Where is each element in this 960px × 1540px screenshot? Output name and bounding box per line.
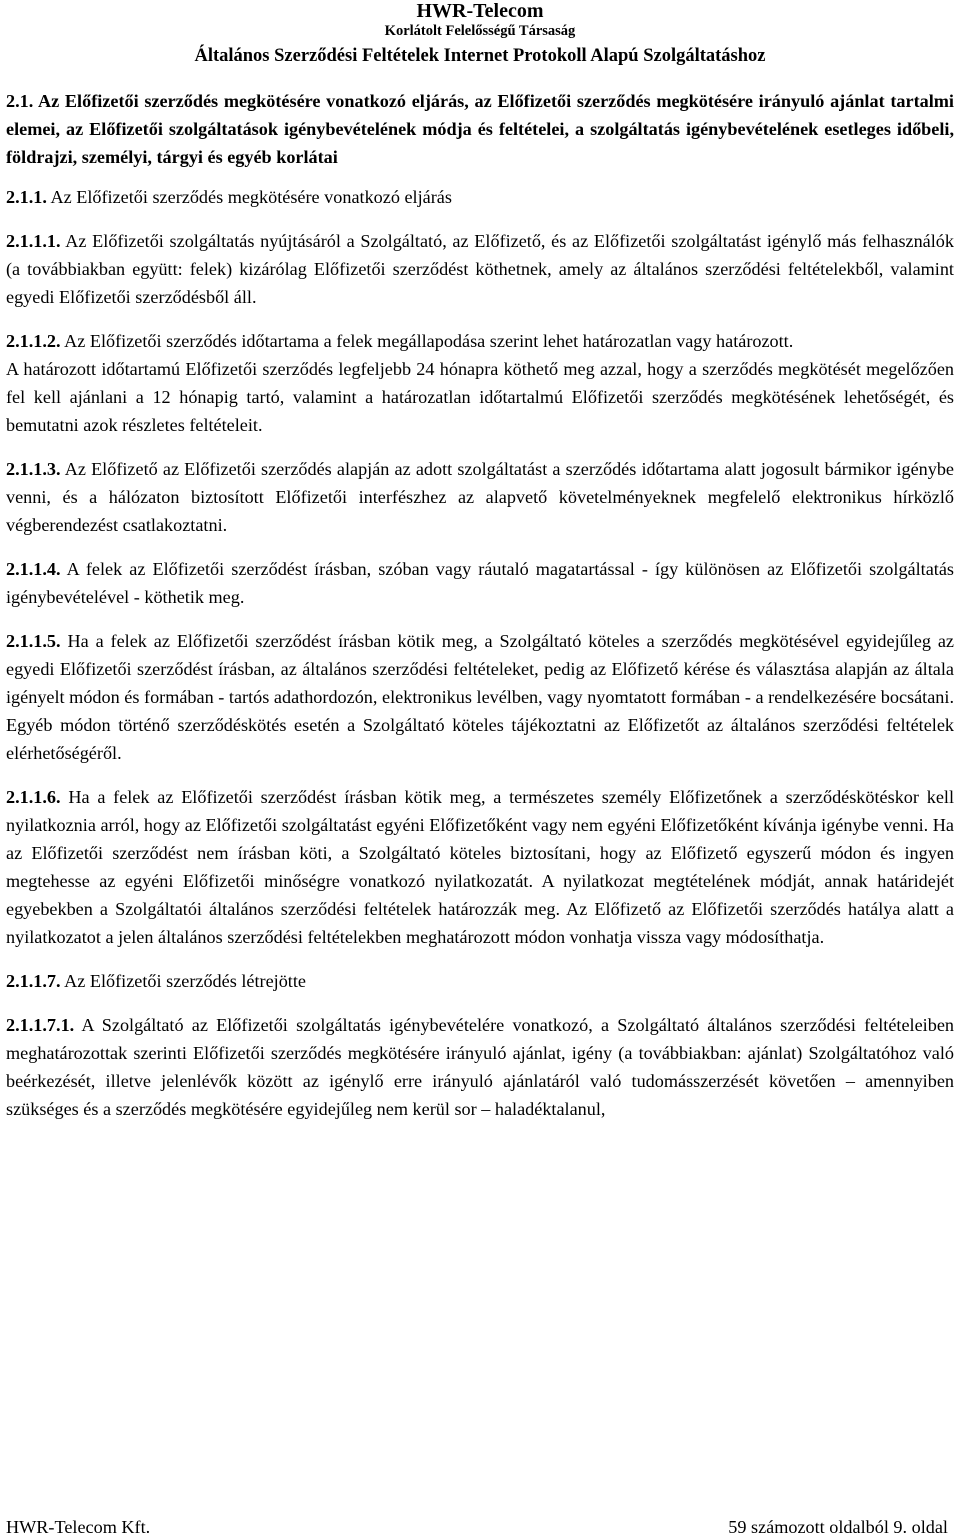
paragraph-number: 2.1.1.2. (6, 330, 61, 351)
company-type: Korlátolt Felelősségű Társaság (384, 23, 576, 39)
paragraph-2-1-1-7 (6, 967, 954, 995)
paragraph-number: 2.1.1.5. (6, 630, 61, 651)
paragraph-number: 2.1.1.7. (6, 970, 61, 991)
footer-company: HWR-Telecom Kft. (6, 1517, 151, 1537)
paragraph-number: 2.1.1.6. (6, 786, 61, 807)
paragraph-text: Ha a felek az Előfizetői szerződést írásban kötik meg, a Szolgáltató köteles a szerződés megkötésével egyidejűleg az egyedi Előfizetői szerződést írásban, az általános szerződési feltételeket, pedig az Előfizető kérése és választása alapján az általa igényelt módon és formában - tartós adathordozón, elektronikus levélben, vagy nyomtatott formában - a rendelkezésére bocsátani. Egyéb módon történő szerződéskötés esetén a Szolgáltató köteles tájékoztatni az Előfizetőt az általános szerződési feltételek elérhetőségéről. (6, 630, 954, 763)
paragraph-2-1-1-3 (6, 455, 954, 539)
document-body (6, 87, 954, 1123)
page-footer (6, 1515, 948, 1539)
paragraph-text: Ha a felek az Előfizetői szerződést írásban kötik meg, a természetes személy Előfizetőnek a szerződéskötéskor kell nyilatkoznia arról, hogy az Előfizetői szolgáltatást egyéni Előfizetőként vagy nem egyéni Előfizetőként kívánja igénybe venni. Ha az Előfizetői szerződést nem írásban köti, a Szolgáltató köteles biztosítani, hogy az Előfizető egyszerű módon és ingyen megtehesse az egyéni Előfizetői minőségre vonatkozó nyilatkozatát. A nyilatkozat megtételének módját, annak határidejét egyebekben a Szolgáltatói általános szerződési feltételek határozzák meg. Az Előfizető az Előfizetői szerződés hatálya alatt a nyilatkozatot a jelen általános szerződési feltételekben meghatározott módon vonhatja vissza vagy módosíthatja. (6, 786, 954, 947)
paragraph-text: Az Előfizető az Előfizetői szerződés alapján az adott szolgáltatást a szerződés időtartama alatt jogosult bármikor igénybe venni, és a hálózaton biztosított Előfizetői interfészhez az alapvető követelményeknek megfelelő elektronikus hírközlő végberendezést csatlakoztatni. (6, 458, 954, 535)
document-header (6, 0, 954, 67)
paragraph-number: 2.1.1.3. (6, 458, 61, 479)
paragraph-2-1-1-2 (6, 327, 954, 355)
document-page (6, 0, 954, 1540)
company-name: HWR-Telecom (416, 0, 544, 22)
section-heading: 2.1. Az Előfizetői szerződés megkötésére vonatkozó eljárás, az Előfizetői szerződés megkötésére irányuló ajánlat tartalmi elemei, az Előfizetői szolgáltatások igénybevételének módja és feltételei, a szolgáltatás igénybevételének esetleges időbeli, földrajzi, személyi, tárgyi és egyéb korlátai (6, 90, 954, 167)
paragraph-2-1-1-4 (6, 555, 954, 611)
subsection-heading (6, 183, 954, 211)
paragraph-2-1-1-1 (6, 227, 954, 311)
paragraph-text: A Szolgáltató az Előfizetői szolgáltatás igénybevételére vonatkozó, a Szolgáltató általános szerződési feltételeiben meghatározottak szerinti Előfizetői szerződés megkötésére irányuló ajánlat, igény (a továbbiakban: ajánlat) Szolgáltatóhoz való beérkezését, illetve jelenlévők között az igénylő erre irányuló ajánlatáról való tudomásszerzését követően – amennyiben szükséges és a szerződés megkötésére egyidejűleg nem kerül sor – haladéktalanul, (6, 1014, 954, 1119)
paragraph-2-1-1-2-continuation: A határozott időtartamú Előfizetői szerződés legfeljebb 24 hónapra köthető meg azzal, hogy a szerződés megkötését megelőzően fel kell ajánlani a 12 hónapig tartó, valamint a határozatlan időtartalmú Előfizetői szerződés megkötésének lehetőségét, és bemutatni azok részletes feltételeit. (6, 358, 954, 435)
paragraph-text: A felek az Előfizetői szerződést írásban, szóban vagy ráutaló magatartással - így különösen az Előfizetői szolgáltatás igénybevételével - köthetik meg. (6, 558, 954, 607)
subsection-number: 2.1.1. (6, 186, 47, 207)
paragraph-text: Az Előfizetői szerződés létrejötte (60, 970, 306, 991)
subsection-title: Az Előfizetői szerződés megkötésére vonatkozó eljárás (46, 186, 452, 207)
paragraph-text: Az Előfizetői szolgáltatás nyújtásáról a Szolgáltató, az Előfizető, és az Előfizetői szolgáltatást igénylő más felhasználók (a továbbiakban együtt: felek) kizárólag Előfizetői szerződést köthetnek, amely az általános szerződési feltételekből, valamint egyedi Előfizetői szerződésből áll. (6, 230, 954, 307)
paragraph-2-1-1-7-1 (6, 1011, 954, 1123)
footer-page-number: 59 számozott oldalból 9. oldal (728, 1517, 948, 1537)
paragraph-number: 2.1.1.4. (6, 558, 61, 579)
paragraph-number: 2.1.1.1. (6, 230, 61, 251)
paragraph-2-1-1-5 (6, 627, 954, 767)
paragraph-text: Az Előfizetői szerződés időtartama a felek megállapodása szerint lehet határozatlan vagy határozott. (60, 330, 794, 351)
paragraph-number: 2.1.1.7.1. (6, 1014, 75, 1035)
document-title: Általános Szerződési Feltételek Internet Protokoll Alapú Szolgáltatáshoz (194, 45, 766, 66)
paragraph-2-1-1-6 (6, 783, 954, 951)
